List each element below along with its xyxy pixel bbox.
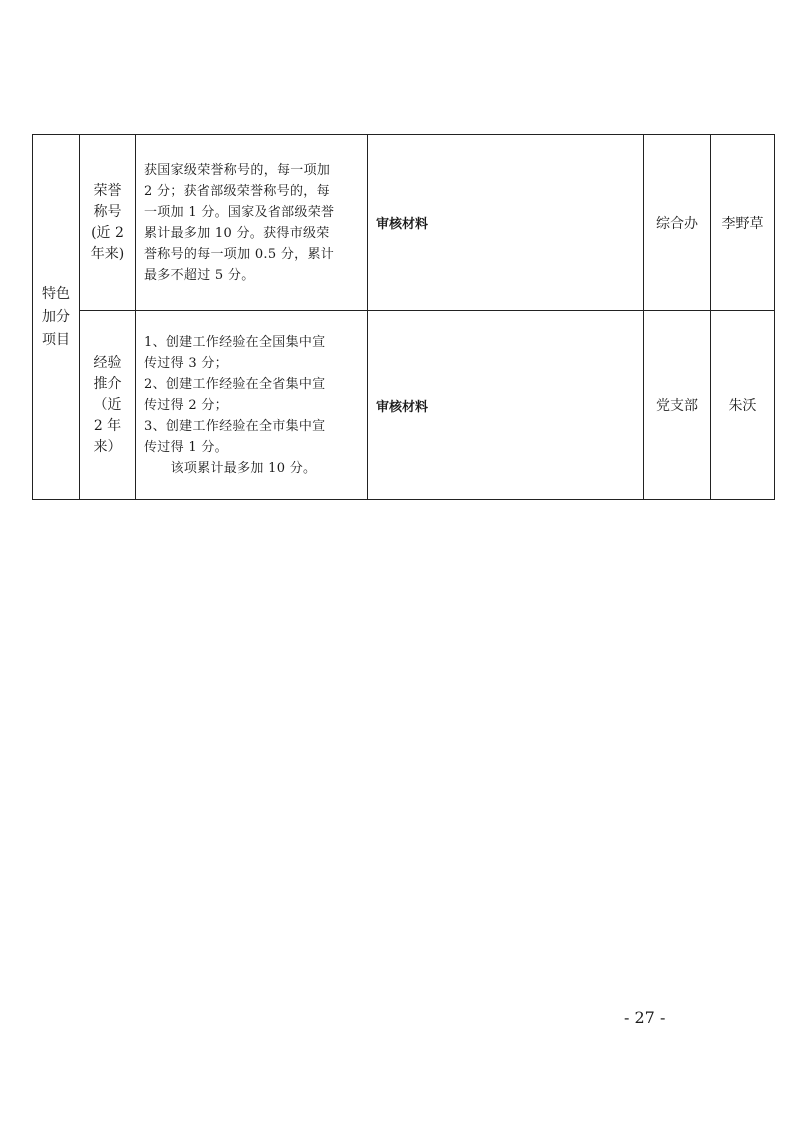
standard-line: 传过得 2 分； [144, 397, 228, 413]
standard-line: 一项加 1 分。国家及省部级荣誉 [144, 204, 335, 220]
item-name-cell [80, 135, 136, 311]
item-line: 来） [93, 438, 122, 455]
person-cell: 李野草 [711, 135, 775, 311]
standard-line: 2 分；获省部级荣誉称号的，每 [144, 183, 330, 199]
item-line: 经验 [93, 354, 122, 371]
standard-cell [136, 135, 368, 311]
category-cell [33, 135, 80, 500]
material-cell: 审核材料 [368, 135, 644, 311]
standard-line: 最多不超过 5 分。 [144, 267, 255, 283]
item-line: （近 [93, 396, 122, 413]
category-line: 项目 [42, 331, 70, 348]
item-line: 称号 [93, 203, 122, 220]
standard-line: 传过得 1 分。 [144, 439, 228, 455]
standard-line: 该项累计最多加 10 分。 [144, 460, 317, 476]
department-cell: 党支部 [644, 311, 711, 500]
standard-line: 誉称号的每一项加 0.5 分，累计 [144, 246, 335, 262]
person-cell: 朱沃 [711, 311, 775, 500]
page-number: - 27 - [624, 1008, 666, 1027]
item-line: (近 2 [91, 224, 124, 241]
standard-line: 累计最多加 10 分。获得市级荣 [144, 225, 330, 241]
table-row [33, 311, 775, 500]
table-row [33, 135, 775, 311]
standard-line: 获国家级荣誉称号的，每一项加 [144, 162, 331, 178]
item-line: 推介 [93, 375, 122, 392]
item-line: 年来) [90, 245, 125, 262]
standard-line: 2、创建工作经验在全省集中宣 [144, 376, 326, 392]
standard-line: 1、创建工作经验在全国集中宣 [144, 334, 326, 350]
category-line: 加分 [42, 308, 70, 325]
material-cell: 审核材料 [368, 311, 644, 500]
standard-line: 3、创建工作经验在全市集中宣 [144, 418, 326, 434]
department-cell: 综合办 [644, 135, 711, 311]
category-line: 特色 [42, 285, 70, 302]
scoring-table [32, 134, 775, 500]
standard-line: 传过得 3 分； [144, 355, 228, 371]
item-line: 荣誉 [93, 182, 122, 199]
item-line: 2 年 [93, 417, 122, 434]
item-name-cell [80, 311, 136, 500]
standard-cell [136, 311, 368, 500]
